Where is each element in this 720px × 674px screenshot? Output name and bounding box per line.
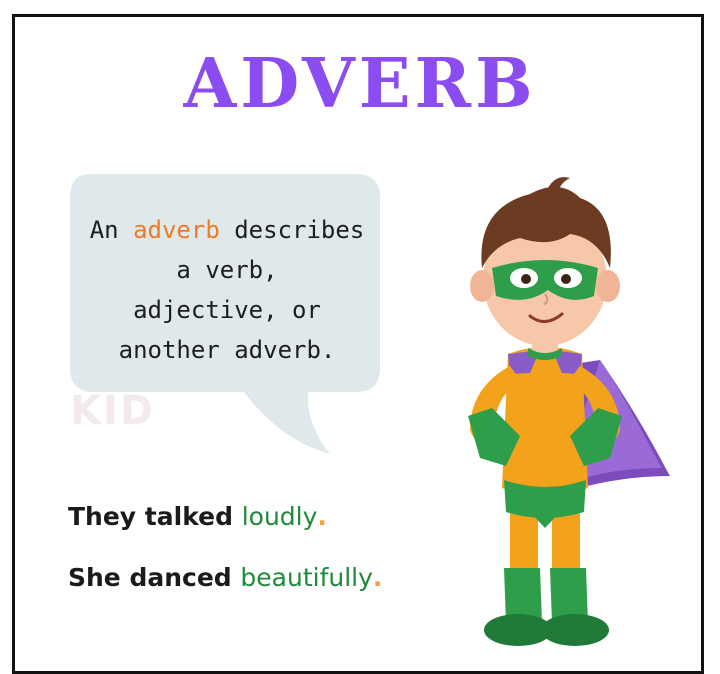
example-adverb-1: loudly xyxy=(241,502,318,531)
superhero-boy-icon xyxy=(430,168,680,655)
adverb-highlight: adverb xyxy=(133,216,220,244)
definition-line-1: An adverb describes xyxy=(89,216,365,244)
definition-line-3: adjective, or xyxy=(133,296,321,324)
watermark: KID xyxy=(70,388,156,434)
example-adverb-2: beautifully xyxy=(240,563,373,592)
definition-line-4: another adverb. xyxy=(118,336,336,364)
example-sentence-2: She danced beautifully. xyxy=(68,563,383,592)
definition-line-2: a verb, xyxy=(176,256,278,284)
definition-text xyxy=(72,210,382,370)
example-sentence-1: They talked loudly. xyxy=(68,502,327,531)
page-title: ADVERB xyxy=(183,44,537,124)
